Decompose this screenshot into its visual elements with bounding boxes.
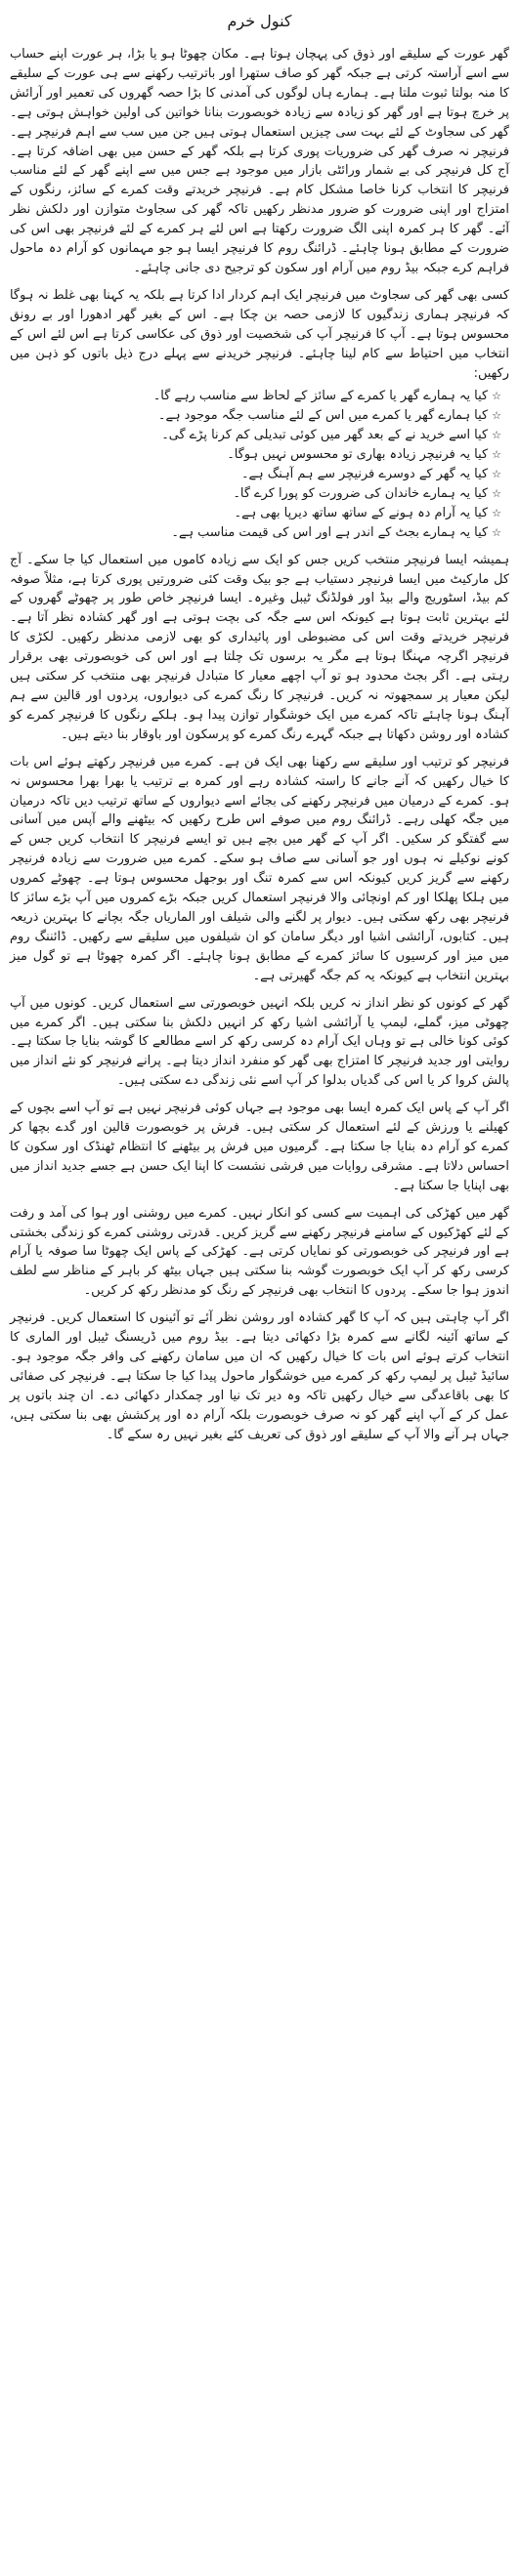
checklist-item: ☆کیا ہمارے گھر یا کمرے میں اس کے لئے مناسب جگہ موجود ہے۔	[10, 406, 501, 426]
checklist-item: ☆کیا یہ ہمارے بجٹ کے اندر ہے اور اس کی قیمت مناسب ہے۔	[10, 523, 501, 543]
furniture-checklist	[10, 387, 509, 542]
checklist-item: ☆کیا یہ گھر کے دوسرے فرنیچر سے ہم آہنگ ہے۔	[10, 465, 501, 484]
star-bullet-icon: ☆	[492, 448, 501, 462]
checklist-item: ☆کیا یہ فرنیچر زیادہ بھاری تو محسوس نہیں ہوگا۔	[10, 445, 501, 465]
checklist-item: ☆کیا یہ ہمارے گھر یا کمرے کے سائز کے لحاظ سے مناسب رہے گا۔	[10, 387, 501, 406]
paragraph-windows: گھر میں کھڑکی کی اہمیت سے کسی کو انکار نہیں۔ کمرے میں روشنی اور ہوا کی آمد و رفت کے لئے کھڑکیوں کے سامنے فرنیچر رکھنے سے گریز کریں۔ قدرتی روشنی کمرے کو زندگی بخشتی ہے اور فرنیچر کی خوبصورتی کو نمایاں کرتی ہے۔ کھڑکی کے پاس ایک چھوٹا سا صوفہ یا آرام کرسی رکھ کر آپ ایک خوبصورت گوشہ بنا سکتی ہیں جہاں بیٹھ کر باہر کے مناظر سے لطف اندوز ہوا جا سکے۔ پردوں کا انتخاب بھی فرنیچر کے رنگ کو مدنظر رکھ کر کریں۔	[10, 1205, 509, 1299]
star-bullet-icon: ☆	[492, 525, 501, 539]
paragraph-corners: گھر کے کونوں کو نظر انداز نہ کریں بلکہ انہیں خوبصورتی سے استعمال کریں۔ کونوں میں آپ چھوٹی میز، گملے، لیمپ یا آرائشی اشیا رکھ کر انہیں دلکش بنا سکتی ہیں۔ اگر کمرے میں کوئی کونا خالی ہے تو وہاں ایک آرام دہ کرسی رکھ کر اسے مطالعے کا گوشہ بنایا جا سکتا ہے۔ روایتی اور جدید فرنیچر کا امتزاج بھی گھر کو منفرد انداز دیتا ہے۔ پرانے فرنیچر کو نئے انداز میں پالش کروا کر یا اس کی گدیاں بدلوا کر آپ اسے نئی زندگی دے سکتی ہیں۔	[10, 995, 509, 1089]
star-bullet-icon: ☆	[492, 486, 501, 500]
star-bullet-icon: ☆	[492, 429, 501, 442]
paragraph-arrangement: فرنیچر کو ترتیب اور سلیقے سے رکھنا بھی ایک فن ہے۔ کمرے میں فرنیچر رکھتے ہوئے اس بات کا خیال رکھیں کہ آنے جانے کا راستہ کشادہ رہے اور کمرہ بے ترتیب یا بھرا بھرا محسوس نہ ہو۔ کمرے کے درمیان میں فرنیچر رکھنے کی بجائے اسے دیواروں کے ساتھ ترتیب دیں تاکہ درمیان میں جگہ کھلی رہے۔ ڈرائنگ روم میں صوفے اس طرح رکھیں کہ بیٹھنے والے آپس میں آسانی سے گفتگو کر سکیں۔ اگر آپ کے گھر میں بچے ہیں تو ایسے فرنیچر کا انتخاب کریں جس کے کونے نوکیلے نہ ہوں اور جو آسانی سے صاف ہو سکے۔ کمرے میں ضرورت سے زیادہ فرنیچر رکھنے سے گریز کریں کیونکہ اس سے کمرہ تنگ اور بوجھل محسوس ہوتا ہے۔ چھوٹے کمروں میں ہلکا پھلکا اور کم اونچائی والا فرنیچر استعمال کریں جبکہ بڑے کمروں میں آپ بڑے سائز کا فرنیچر بھی رکھ سکتی ہیں۔ دیوار پر لگنے والی شیلف اور الماریاں جگہ بچانے کا بہترین ذریعہ ہیں۔ کتابوں، آرائشی اشیا اور دیگر سامان کو ان شیلفوں میں سلیقے سے رکھیں۔ ڈائننگ روم میں میز اور کرسیوں کا سائز کمرے کے مطابق ہونا چاہئے۔ اگر کمرہ چھوٹا ہے تو گول میز بہترین انتخاب ہے کیونکہ یہ کم جگہ گھیرتی ہے۔	[10, 754, 509, 983]
star-bullet-icon: ☆	[492, 468, 501, 481]
paragraph-conclusion: اگر آپ چاہتی ہیں کہ آپ کا گھر کشادہ اور روشن نظر آئے تو آئینوں کا استعمال کریں۔ فرنیچر کے ساتھ آئینہ لگانے سے کمرہ بڑا دکھائی دیتا ہے۔ بیڈ روم میں ڈریسنگ ٹیبل اور الماری کا انتخاب کرتے ہوئے اس بات کا خیال رکھیں کہ ان میں سامان رکھنے کی وافر جگہ موجود ہو۔ سائیڈ ٹیبل پر لیمپ رکھ کر کمرے میں خوشگوار ماحول پیدا کیا جا سکتا ہے۔ فرنیچر کی صفائی کا بھی باقاعدگی سے خیال رکھیں تاکہ وہ دیر تک نیا اور چمکدار دکھائی دے۔ ان چند باتوں پر عمل کر کے آپ اپنے گھر کو نہ صرف خوبصورت بلکہ آرام دہ اور پرکشش بھی بنا سکتی ہیں، جہاں ہر آنے والا آپ کے سلیقے اور ذوق کی تعریف کئے بغیر نہیں رہ سکے گا۔	[10, 1310, 509, 1442]
paragraph-importance: کسی بھی گھر کی سجاوٹ میں فرنیچر ایک اہم کردار ادا کرتا ہے بلکہ یہ کہنا بھی غلط نہ ہوگا کہ فرنیچر ہماری زندگیوں کا لازمی حصہ بن چکا ہے۔ اس کے بغیر گھر ادھورا اور بے رونق محسوس ہوتا ہے۔ آپ کا فرنیچر آپ کی شخصیت اور ذوق کی عکاسی کرتا ہے اس لئے اس کے انتخاب میں احتیاط سے کام لینا چاہئے۔ فرنیچر خریدنے سے پہلے درج ذیل باتوں کو ذہن میں رکھیں:	[10, 287, 509, 381]
paragraph-multipurpose: ہمیشہ ایسا فرنیچر منتخب کریں جس کو ایک سے زیادہ کاموں میں استعمال کیا جا سکے۔ آج کل مارکیٹ میں ایسا فرنیچر دستیاب ہے جو بیک وقت کئی ضرورتیں پوری کرتا ہے، مثلاً صوفہ کم بیڈ، اسٹوریج والے بیڈ اور فولڈنگ ٹیبل وغیرہ۔ ایسا فرنیچر خاص طور پر چھوٹے گھروں کے لئے بہترین ثابت ہوتا ہے کیونکہ اس سے جگہ کی بچت ہوتی ہے اور گھر کشادہ نظر آتا ہے۔ فرنیچر خریدتے وقت اس کی مضبوطی اور پائیداری کو بھی لازمی مدنظر رکھیں۔ لکڑی کا فرنیچر اگرچہ مہنگا ہوتا ہے مگر یہ برسوں تک چلتا ہے اور اس کی خوبصورتی بھی برقرار رہتی ہے۔ اگر بجٹ محدود ہو تو آپ اچھے معیار کا متبادل فرنیچر بھی منتخب کر سکتی ہیں لیکن معیار پر سمجھوتہ نہ کریں۔ فرنیچر کا رنگ کمرے کی دیواروں، پردوں اور قالین سے ہم آہنگ ہونا چاہئے تاکہ کمرے میں ایک خوشگوار توازن پیدا ہو۔ ہلکے رنگوں کا فرنیچر کمرے کو کشادہ اور روشن دکھاتا ہے جبکہ گہرے رنگ کمرے کو پرسکون اور باوقار بنا دیتے ہیں۔	[10, 552, 509, 742]
star-bullet-icon: ☆	[492, 506, 501, 519]
checklist-item: ☆کیا اسے خرید نے کے بعد گھر میں کوئی تبدیلی کم کرنا پڑے گی۔	[10, 426, 501, 445]
paragraph-empty-room: اگر آپ کے پاس ایک کمرہ ایسا بھی موجود ہے جہاں کوئی فرنیچر نہیں ہے تو آپ اسے بچوں کے کھیلنے یا ورزش کے لئے استعمال کر سکتی ہیں۔ فرش پر خوبصورت قالین اور گدے بچھا کر کمرے کو آرام دہ بنایا جا سکتا ہے۔ گرمیوں میں فرش پر بیٹھنے کا انتظام ٹھنڈک اور سکون کا احساس دلاتا ہے۔ مشرقی روایات میں فرشی نشست کا اپنا ایک حسن ہے جسے جدید انداز میں بھی اپنایا جا سکتا ہے۔	[10, 1101, 509, 1193]
checklist-item: ☆کیا یہ ہمارے خاندان کی ضرورت کو پورا کرے گا۔	[10, 484, 501, 504]
author-byline: کنول خرم	[227, 12, 292, 30]
star-bullet-icon: ☆	[492, 409, 501, 423]
checklist-item: ☆کیا یہ آرام دہ ہونے کے ساتھ ساتھ دیرپا بھی ہے۔	[10, 504, 501, 523]
star-bullet-icon: ☆	[492, 390, 501, 403]
paragraph-intro: گھر عورت کے سلیقے اور ذوق کی پہچان ہوتا ہے۔ مکان چھوٹا ہو یا بڑا، ہر عورت اپنے حساب سے اسے آراستہ کرتی ہے جبکہ گھر کو صاف ستھرا اور باترتیب رکھنے سے ہی عورت کے سلیقے کا منہ بولتا ثبوت ملتا ہے۔ ہمارے ہاں لوگوں کی آمدنی کا بڑا حصہ گھروں کی تعمیر اور آرائش پر خرچ ہوتا ہے اور گھر کو زیادہ سے زیادہ خوبصورت بنانا خواتین کی اولین خواہش ہوتی ہے۔ گھر کی سجاوٹ کے لئے بہت سی چیزیں استعمال ہوتی ہیں جن میں سب سے اہم فرنیچر ہے۔ فرنیچر نہ صرف گھر کی ضروریات پوری کرتا ہے بلکہ گھر کے حسن میں بھی اضافہ کرتا ہے۔ آج کل فرنیچر کی بے شمار ورائٹی بازار میں موجود ہے جس میں سے اپنے گھر کے لئے مناسب فرنیچر کا انتخاب کرنا خاصا مشکل کام ہے۔ فرنیچر خریدتے وقت کمرے کے سائز، رنگوں کے امتزاج اور اپنی ضرورت کو ضرور مدنظر رکھیں تاکہ گھر کی سجاوٹ متوازن اور دلکش نظر آئے۔ گھر کا ہر کمرہ اپنی الگ ضرورت رکھتا ہے اس لئے ہر کمرے کے لئے فرنیچر بھی اس کی ضرورت کے مطابق ہونا چاہئے۔ ڈرائنگ روم کا فرنیچر ایسا ہو جو مہمانوں کو آرام دہ ماحول فراہم کرے جبکہ بیڈ روم میں آرام اور سکون کو ترجیح دی جانی چاہئے۔	[10, 47, 509, 275]
